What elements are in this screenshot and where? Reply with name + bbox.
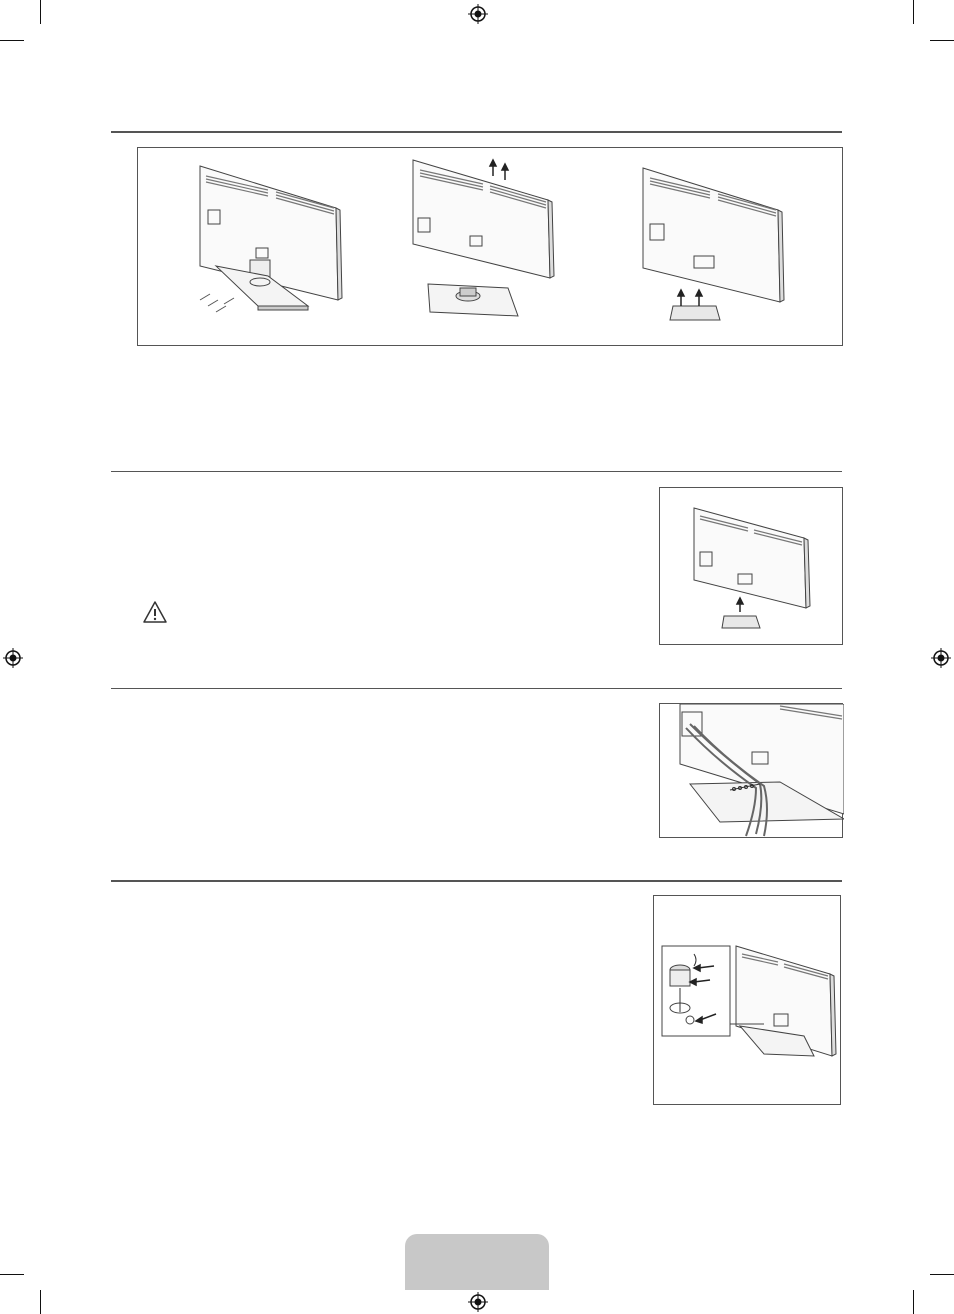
tv-back-bracket-arrow — [694, 508, 810, 628]
registration-mark-icon — [931, 648, 951, 668]
crop-mark — [930, 40, 954, 41]
section-rule-stand-anchor — [111, 880, 842, 882]
figure-box-stand-anchor — [653, 895, 841, 1105]
figure-box-cable-management — [659, 703, 843, 838]
section-rule-bracket-removal — [111, 471, 842, 472]
crop-mark — [913, 1290, 914, 1314]
registration-mark-icon — [468, 1292, 488, 1312]
crop-mark — [40, 0, 41, 24]
crop-mark — [0, 1274, 24, 1275]
registration-mark-icon — [468, 4, 488, 24]
figure-box-bracket-removal — [659, 487, 843, 645]
tv-lifted-from-stand — [413, 160, 554, 316]
tv-back-with-stand-screws — [200, 166, 342, 312]
page-number-tab — [405, 1234, 549, 1290]
crop-mark — [40, 1290, 41, 1314]
section-rule-stand-removal — [111, 131, 842, 133]
caution-triangle-icon — [142, 600, 168, 624]
tv-back-cable-holder — [680, 704, 844, 836]
crop-mark — [930, 1274, 954, 1275]
stand-bracket-removed — [643, 168, 784, 320]
registration-mark-icon — [3, 648, 23, 668]
section-rule-cable-management — [111, 688, 842, 689]
tv-stand-anchor-detail — [662, 946, 836, 1056]
crop-mark — [913, 0, 914, 24]
crop-mark — [0, 40, 24, 41]
figure-box-stand-removal — [137, 147, 843, 346]
